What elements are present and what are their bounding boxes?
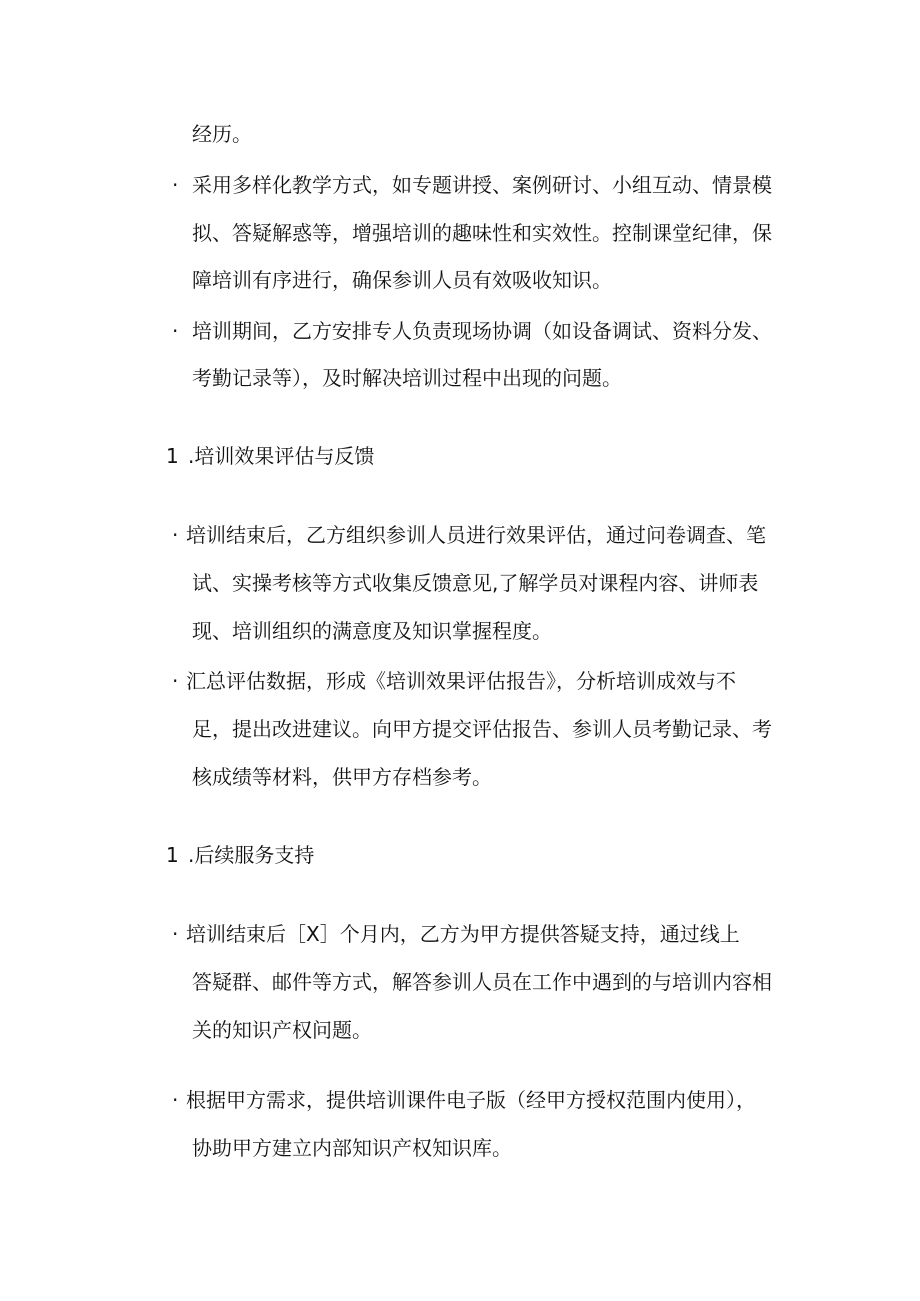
heading-text: .后续服务支持 bbox=[188, 843, 315, 867]
bullet-marker: · bbox=[172, 669, 179, 693]
paragraph-line: 采用多样化教学方式，如专题讲授、案例研讨、小组互动、情景模 bbox=[192, 173, 772, 197]
paragraph-line: 协助甲方建立内部知识产权知识库。 bbox=[192, 1136, 512, 1160]
bullet-marker: · bbox=[172, 173, 179, 197]
section-heading-evaluation bbox=[166, 442, 374, 470]
heading-text: .培训效果评估与反馈 bbox=[188, 444, 375, 468]
bullet-marker: · bbox=[172, 523, 179, 547]
heading-number: 1 bbox=[166, 843, 179, 867]
paragraph-line: 关的知识产权问题。 bbox=[192, 1018, 372, 1042]
bullet-marker: · bbox=[172, 319, 179, 343]
paragraph-line: 障培训有序进行，确保参训人员有效吸收知识。 bbox=[192, 268, 612, 292]
paragraph-line: 培训结束后，乙方组织参训人员进行效果评估，通过问卷调查、笔 bbox=[186, 523, 766, 547]
continuation-line: 经历。 bbox=[192, 122, 252, 146]
paragraph-line: 培训期间，乙方安排专人负责现场协调（如设备调试、资料分发、 bbox=[192, 319, 772, 343]
bullet-marker: · bbox=[172, 1088, 179, 1112]
paragraph-line: 培训结束后［X］个月内，乙方为甲方提供答疑支持，通过线上 bbox=[186, 922, 740, 946]
bullet-marker: · bbox=[172, 922, 179, 946]
paragraph-line: 试、实操考核等方式收集反馈意见,了解学员对课程内容、讲师表 bbox=[192, 571, 759, 595]
paragraph-line: 现、培训组织的满意度及知识掌握程度。 bbox=[192, 619, 552, 643]
paragraph-line: 根据甲方需求，提供培训课件电子版（经甲方授权范围内使用）， bbox=[186, 1088, 756, 1112]
section-heading-followup bbox=[166, 841, 314, 869]
paragraph-line: 拟、答疑解惑等，增强培训的趣味性和实效性。控制课堂纪律，保 bbox=[192, 221, 772, 245]
paragraph-line: 汇总评估数据，形成《培训效果评估报告》，分析培训成效与不 bbox=[186, 669, 736, 693]
paragraph-line: 核成绩等材料，供甲方存档参考。 bbox=[192, 765, 492, 789]
paragraph-line: 答疑群、邮件等方式，解答参训人员在工作中遇到的与培训内容相 bbox=[192, 970, 772, 994]
heading-number: 1 bbox=[166, 444, 179, 468]
paragraph-line: 考勤记录等），及时解决培训过程中出现的问题。 bbox=[192, 366, 622, 390]
paragraph-line: 足，提出改进建议。向甲方提交评估报告、参训人员考勤记录、考 bbox=[192, 717, 772, 741]
